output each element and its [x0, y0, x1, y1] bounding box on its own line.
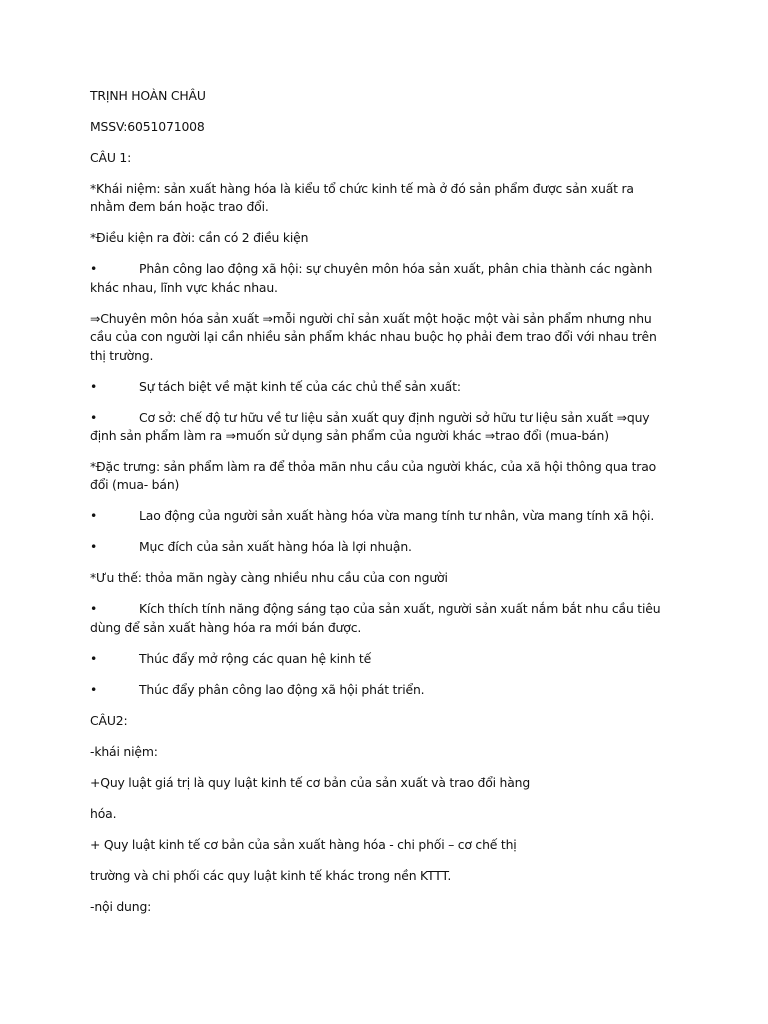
- bullet-icon: •: [90, 261, 98, 277]
- bullet-icon: •: [90, 409, 98, 425]
- bullet-paragraph: [90, 538, 672, 556]
- bullet-paragraph: [90, 409, 672, 446]
- paragraph: *Ưu thế: thỏa mãn ngày càng nhiều nhu cầu của con người: [90, 570, 448, 586]
- paragraph: CÂU2:: [90, 712, 128, 728]
- document-page: [90, 87, 672, 929]
- paragraph: TRỊNH HOÀN CHÂU: [90, 88, 206, 103]
- paragraph: MSSV:6051071008: [90, 119, 205, 134]
- bullet-icon: •: [90, 601, 98, 617]
- paragraph: +Quy luật giá trị là quy luật kinh tế cơ bản của sản xuất và trao đổi hàng: [90, 774, 531, 790]
- paragraph: trường và chi phối các quy luật kinh tế khác trong nền KTTT.: [90, 867, 452, 883]
- bullet-icon: •: [90, 650, 98, 666]
- bullet-paragraph: [90, 650, 672, 668]
- bullet-icon: •: [90, 508, 98, 524]
- paragraph: *Đặc trưng: sản phẩm làm ra để thỏa mãn nhu cầu của người khác, của xã hội thông qua trao đổi (mua- bán): [90, 459, 657, 493]
- bullet-icon: •: [90, 681, 98, 697]
- paragraph: + Quy luật kinh tế cơ bản của sản xuất hàng hóa - chi phối – cơ chế thị: [90, 836, 517, 852]
- bullet-text: Sự tách biệt về mặt kinh tế của các chủ thể sản xuất:: [139, 378, 461, 394]
- bullet-paragraph: [90, 260, 672, 297]
- paragraph: *Điều kiện ra đời: cần có 2 điều kiện: [90, 230, 309, 246]
- bullet-icon: •: [90, 539, 98, 555]
- paragraph: *Khái niệm: sản xuất hàng hóa là kiểu tổ chức kinh tế mà ở đó sản phẩm được sản xuất ra nhằm đem bán hoặc trao đổi.: [90, 181, 634, 215]
- bullet-text: Lao động của người sản xuất hàng hóa vừa mang tính tư nhân, vừa mang tính xã hội.: [139, 508, 655, 524]
- bullet-paragraph: [90, 378, 672, 396]
- bullet-text: Cơ sở: chế độ tư hữu về tư liệu sản xuất quy định người sở hữu tư liệu sản xuất ⇒quy định sản phẩm làm ra ⇒muốn sử dụng sản phẩm của người khác ⇒trao đổi (mua-bán): [90, 409, 650, 444]
- paragraph: hóa.: [90, 805, 117, 821]
- paragraph: -khái niệm:: [90, 743, 158, 759]
- bullet-text: Thúc đẩy mở rộng các quan hệ kinh tế: [139, 650, 372, 666]
- bullet-text: Kích thích tính năng động sáng tạo của sản xuất, người sản xuất nắm bắt nhu cầu tiêu dùng để sản xuất hàng hóa ra mới bán được.: [90, 601, 661, 635]
- bullet-paragraph: [90, 681, 672, 699]
- paragraph: ⇒Chuyên môn hóa sản xuất ⇒mỗi người chỉ sản xuất một hoặc một vài sản phẩm nhưng nhu cầu của con người lại cần nhiều sản phẩm khác nhau buộc họ phải đem trao đổi với nhau trên thị trường.: [90, 310, 657, 363]
- bullet-text: Mục đích của sản xuất hàng hóa là lợi nhuận.: [139, 539, 412, 555]
- paragraph: CÂU 1:: [90, 150, 132, 165]
- bullet-icon: •: [90, 378, 98, 394]
- bullet-paragraph: [90, 600, 672, 637]
- bullet-text: Phân công lao động xã hội: sự chuyên môn hóa sản xuất, phân chia thành các ngành khác nhau, lĩnh vực khác nhau.: [90, 261, 653, 295]
- paragraph: -nội dung:: [90, 898, 152, 914]
- bullet-paragraph: [90, 507, 672, 525]
- bullet-text: Thúc đẩy phân công lao động xã hội phát triển.: [139, 681, 425, 697]
